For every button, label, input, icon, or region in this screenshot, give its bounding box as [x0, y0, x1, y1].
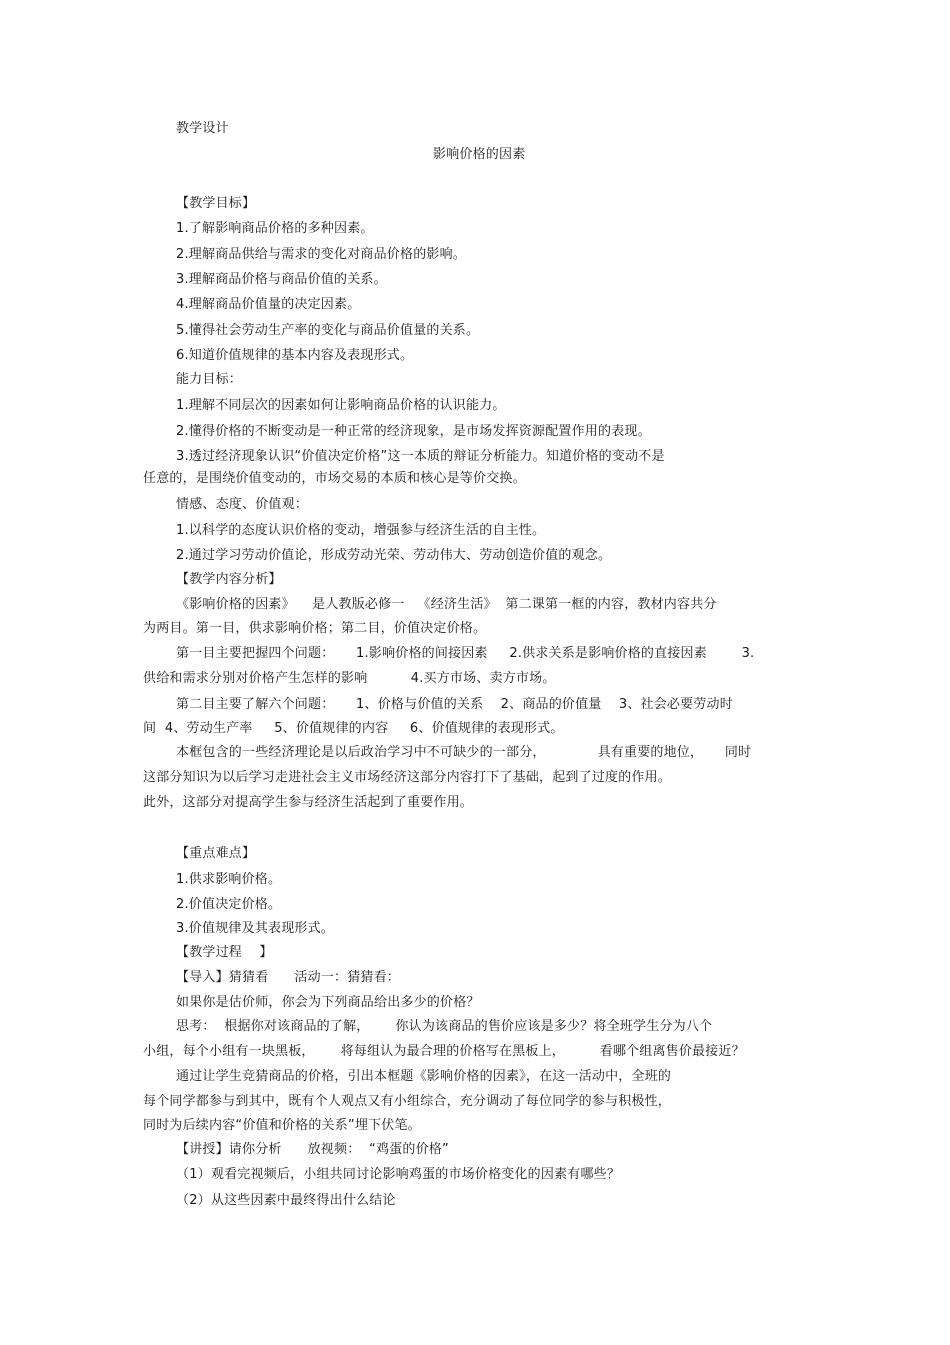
text-line: 2.理解商品供给与需求的变化对商品价格的影响。 [176, 247, 467, 262]
text-line: 这部分知识为以后学习走进社会主义市场经济这部分内容打下了基础，起到了过度的作用。 [143, 770, 672, 785]
page-title: 影响价格的因素 [433, 147, 526, 162]
text-line: 2.通过学习劳动价值论，形成劳动光荣、劳动伟大、劳动创造价值的观念。 [176, 548, 612, 563]
text-line: 通过让学生竞猜商品的价格，引出本框题《影响价格的因素》，在这一活动中，全班的 [176, 1069, 672, 1084]
text-line: 供给和需求分别对价格产生怎样的影响 4.买方市场、卖方市场。 [143, 671, 556, 686]
text-line: 第二目主要了解六个问题： 1、价格与价值的关系 2、商品的价值量 3、社会必要劳动时 [176, 697, 733, 712]
text-line: （1）观看完视频后，小组共同讨论影响鸡蛋的市场价格变化的因素有哪些？ [176, 1167, 621, 1182]
text-line: 6.知道价值规律的基本内容及表现形式。 [176, 348, 414, 363]
text-line: 本框包含的一些经济理论是以后政治学习中不可缺少的一部分， 具有重要的地位， 同时 [176, 745, 752, 760]
text-line: 【讲授】请你分析 放视频： “鸡蛋的价格” [176, 1142, 449, 1157]
text-line: 小组，每个小组有一块黑板， 将每组认为最合理的价格写在黑板上， 看哪个组离售价最接近？ [143, 1044, 745, 1059]
text-line: 每个同学都参与到其中，既有个人观点又有小组综合，充分调动了每位同学的参与积极性， [143, 1094, 672, 1109]
text-line: 2.价值决定价格。 [176, 897, 282, 912]
text-line: 为两目。第一目，供求影响价格；第二目，价值决定价格。 [143, 621, 487, 636]
section-heading-key-points: 【重点难点】 [176, 846, 256, 861]
text-line: 第一目主要把握四个问题： 1.影响价格的间接因素 2.供求关系是影响价格的直接因素 3. [176, 646, 755, 661]
text-line: 4.理解商品价值量的决定因素。 [176, 297, 361, 312]
text-line: 1.理解不同层次的因素如何让影响商品价格的认识能力。 [176, 398, 506, 413]
text-line: 任意的，是围绕价值变动的，市场交易的本质和核心是等价交换。 [143, 471, 526, 486]
text-line: 间 4、劳动生产率 5、价值规律的内容 6、价值规律的表现形式。 [143, 721, 564, 736]
doc-type-label: 教学设计 [176, 121, 229, 136]
text-line: 3.理解商品价格与商品价值的关系。 [176, 272, 387, 287]
text-line: 3.价值规律及其表现形式。 [176, 921, 335, 936]
text-line: 思考： 根据你对该商品的了解， 你认为该商品的售价应该是多少？将全班学生分为八个 [176, 1019, 713, 1034]
text-line: 此外，这部分对提高学生参与经济生活起到了重要作用。 [143, 795, 474, 810]
text-line: 如果你是估价师，你会为下列商品给出多少的价格？ [176, 995, 480, 1010]
text-line: 《影响价格的因素》 是人教版必修一 《经济生活》 第二课第一框的内容，教材内容共分 [176, 597, 717, 612]
text-line: 同时为后续内容“价值和价格的关系”埋下伏笔。 [143, 1118, 421, 1133]
section-heading-content-analysis: 【教学内容分析】 [176, 572, 282, 587]
text-line: 3.透过经济现象认识“价值决定价格”这一本质的辩证分析能力。知道价格的变动不是 [176, 449, 665, 464]
text-line: （2）从这些因素中最终得出什么结论 [176, 1193, 396, 1208]
section-heading-objectives: 【教学目标】 [176, 196, 256, 211]
section-heading-process: 【教学过程 】 [176, 945, 273, 960]
text-line: 1.供求影响价格。 [176, 872, 282, 887]
text-line: 5.懂得社会劳动生产率的变化与商品价值量的关系。 [176, 323, 480, 338]
subheading-ability: 能力目标： [176, 372, 243, 387]
text-line: 【导入】猜猜看 活动一：猜猜看： [176, 970, 400, 985]
text-line: 1.了解影响商品价格的多种因素。 [176, 221, 374, 236]
subheading-values: 情感、态度、价值观： [176, 497, 309, 512]
text-line: 2.懂得价格的不断变动是一种正常的经济现象，是市场发挥资源配置作用的表现。 [176, 424, 651, 439]
text-line: 1.以科学的态度认识价格的变动，增强参与经济生活的自主性。 [176, 523, 546, 538]
